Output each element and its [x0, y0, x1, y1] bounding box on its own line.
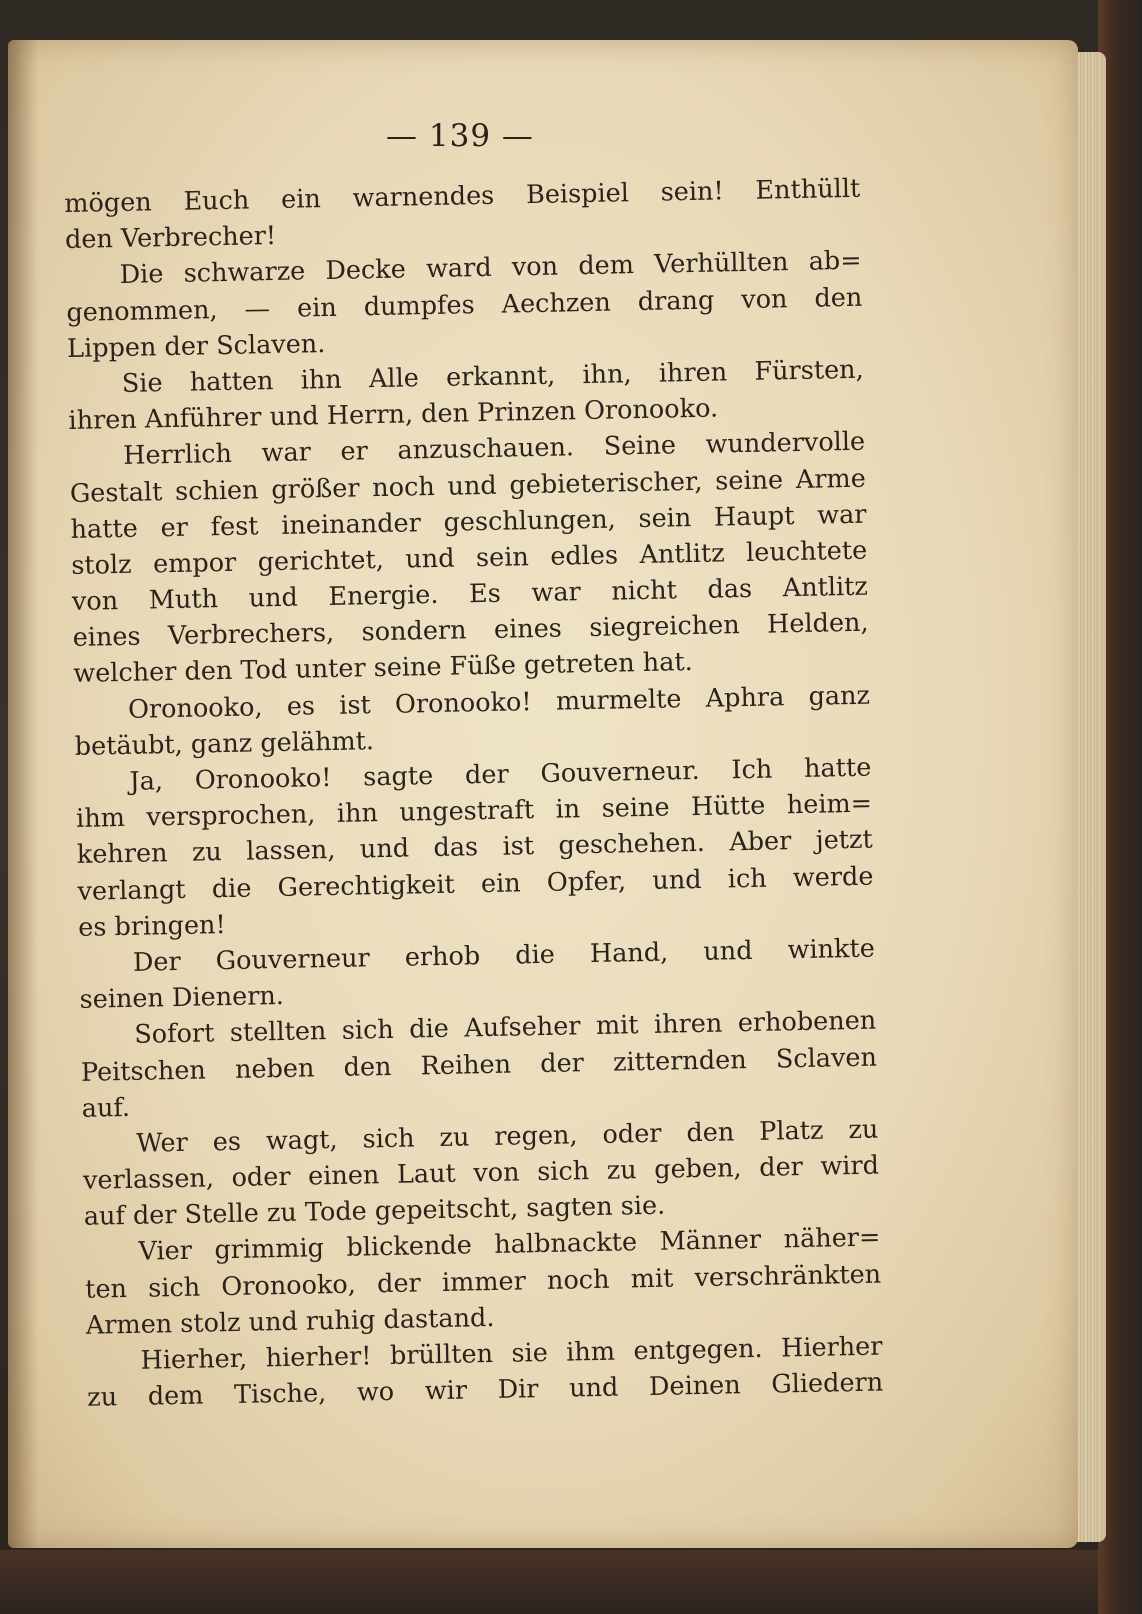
text-line: betäubt, ganz gelähmt.	[74, 725, 375, 762]
text-line: auf der Stelle zu Tode gepeitscht, sagten sie.	[83, 1190, 666, 1233]
gutter-shadow	[8, 40, 38, 1548]
text-line: auf.	[81, 1092, 131, 1124]
text-line: Gestalt schien größer noch und gebieterischer, seine Arme	[69, 463, 867, 509]
text-line: Peitschen neben den Reihen der zitternden Sclaven	[80, 1042, 878, 1088]
text-line: welcher den Tod unter seine Füße getreten hat.	[73, 647, 694, 690]
text-line: Vier grimmig blickende halbnackte Männer näher=	[138, 1222, 881, 1268]
text-line: Sofort stellten sich die Aufseher mit ihren erhobenen	[134, 1005, 877, 1051]
text-line: kehren zu lassen, und das ist geschehen. Aber jetzt	[76, 824, 873, 871]
text-line: Armen stolz und ruhig dastand.	[85, 1302, 495, 1341]
text-line: es bringen!	[77, 909, 226, 943]
text-line: Oronooko, es ist Oronooko! murmelte Aphra ganz	[127, 680, 871, 725]
text-line: stolz empor gerichtet, und sein edles Antlitz leuchtete	[71, 535, 868, 581]
text-line: verlassen, oder einen Laut von sich zu geben, der wird	[82, 1150, 880, 1196]
text-line: hatte er fest ineinander geschlungen, sein Haupt war	[70, 499, 867, 545]
text-line: eines Verbrechers, sondern eines siegreichen Helden,	[72, 607, 869, 654]
text-line: ihren Anführer und Herrn, den Prinzen Oronooko.	[68, 393, 719, 437]
text-line: Ja, Oronooko! sagte der Gouverneur. Ich hatte	[129, 752, 872, 797]
text-line: zu dem Tische, wo wir Dir und Deinen Gliedern	[86, 1367, 884, 1413]
text-line: ihm versprochen, ihn ungestraft in seine Hütte heim=	[75, 788, 873, 835]
text-line: verlangt die Gerechtigkeit ein Opfer, und ich werde	[77, 861, 874, 907]
book-cover-bottom	[0, 1550, 1142, 1614]
text-line: Hierher, hierher! brüllten sie ihm entgegen. Hierher	[140, 1331, 883, 1376]
text-line: Lippen der Sclaven.	[66, 328, 326, 364]
text-line: ten sich Oronooko, der immer noch mit verschränkten	[84, 1259, 882, 1305]
text-line: Wer es wagt, sich zu regen, oder den Platz zu	[136, 1114, 879, 1159]
page-number: — 139 —	[386, 118, 534, 154]
text-line: von Muth und Energie. Es war nicht das Antlitz	[71, 571, 869, 617]
text-line: Sie hatten ihn Alle erkannt, ihn, ihren Fürsten,	[121, 354, 864, 399]
text-line: seinen Dienern.	[79, 981, 285, 1015]
text-line: genommen, — ein dumpfes Aechzen drang von den	[66, 282, 863, 328]
text-line: Die schwarze Decke ward von dem Verhüllten ab=	[119, 246, 862, 291]
text-line: Der Gouverneur erhob die Hand, und winkte	[132, 933, 876, 978]
text-line: mögen Euch ein warnendes Beispiel sein! Enthüllt	[64, 173, 861, 219]
text-line: den Verbrecher!	[64, 221, 277, 256]
body-text	[64, 171, 883, 1416]
text-line: Herrlich war er anzuschauen. Seine wundervolle	[122, 426, 866, 472]
